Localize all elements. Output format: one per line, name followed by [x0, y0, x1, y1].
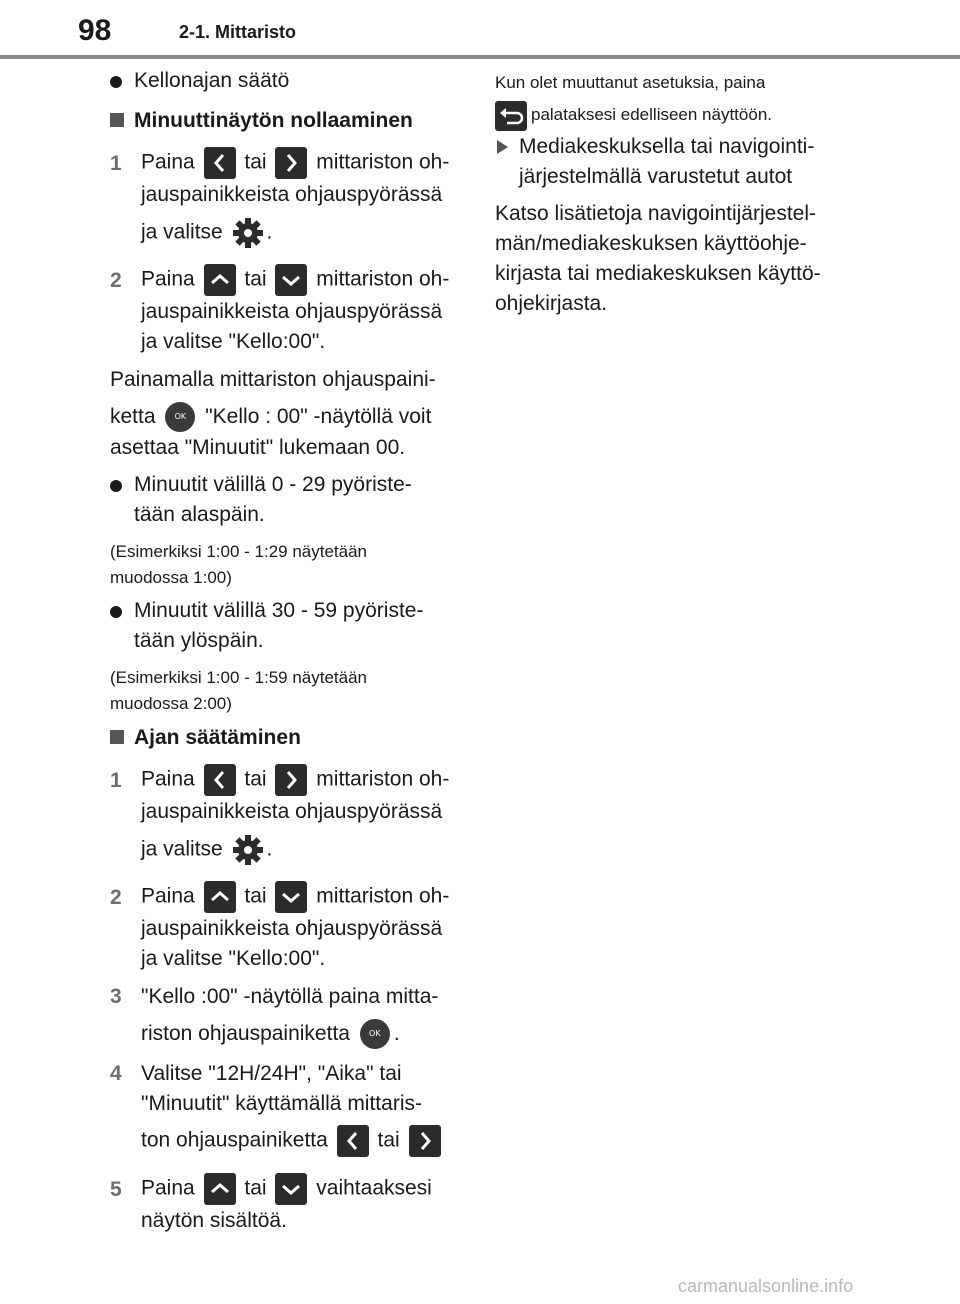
media-paragraph-line: Katso lisätietoja navigointijärjestel- [495, 202, 816, 225]
step-text: tai [244, 884, 267, 908]
step-text: tai [377, 1128, 400, 1152]
step-text: Paina [141, 767, 195, 791]
step-number: 1 [110, 769, 122, 792]
step-text: mittariston oh- [316, 884, 450, 908]
ok-button-icon: OK [165, 402, 195, 432]
step-3-line-2 [141, 1019, 400, 1049]
step-number: 3 [110, 985, 122, 1008]
bullet-line: tään ylöspäin. [134, 629, 264, 652]
section-triangle [497, 140, 508, 154]
watermark: carmanualsonline.info [678, 1276, 854, 1296]
step-2b-line-3: ja valitse "Kello:00". [141, 947, 326, 970]
step-text: . [266, 220, 273, 244]
media-paragraph-line: ohjekirjasta. [495, 292, 608, 315]
step-1b-line-1 [141, 764, 449, 796]
media-paragraph-line: kirjasta tai mediakeskuksen käyttö- [495, 262, 821, 285]
step-text: tai [244, 1176, 267, 1200]
step-number: 5 [110, 1178, 122, 1201]
note-line: muodossa 1:00) [110, 568, 232, 587]
note-line: muodossa 2:00) [110, 694, 232, 713]
chevron-up-icon [204, 1173, 236, 1205]
step-4-line-2: "Minuutit" käyttämällä mittaris- [141, 1092, 422, 1115]
info-text: palataksesi edelliseen näyttöön. [531, 105, 772, 124]
step-2-line-3: ja valitse "Kello:00". [141, 330, 326, 353]
step-text: Paina [141, 1176, 195, 1200]
step-5-line-2: näytön sisältöä. [141, 1209, 287, 1232]
bullet-clock-adjust: Kellonajan säätö [134, 69, 290, 92]
step-2b-line-2: jauspainikkeista ohjauspyörässä [141, 917, 443, 940]
bullet-dot [110, 480, 122, 492]
media-heading-line: Mediakeskuksella tai navigointi- [519, 135, 815, 158]
step-2-line-1 [141, 264, 449, 296]
chevron-down-icon [275, 881, 307, 913]
step-4-line-1: Valitse "12H/24H", "Aika" tai [141, 1062, 402, 1085]
paragraph-line: asettaa "Minuutit" lukemaan 00. [110, 436, 406, 459]
chevron-left-icon [204, 147, 236, 179]
step-text: ton ohjauspainiketta [141, 1128, 328, 1152]
step-text: Paina [141, 267, 195, 291]
step-text: vaihtaaksesi [316, 1176, 432, 1200]
step-5-line-1 [141, 1173, 432, 1205]
bullet-line: Minuutit välillä 0 - 29 pyöriste- [134, 473, 412, 496]
heading-square [110, 113, 124, 127]
chevron-right-icon [275, 764, 307, 796]
back-icon [495, 101, 527, 131]
header-rule [0, 55, 960, 59]
step-number: 1 [110, 152, 122, 175]
bullet-dot [110, 76, 122, 88]
step-text: Paina [141, 884, 195, 908]
note-line: (Esimerkiksi 1:00 - 1:59 näytetään [110, 668, 368, 687]
step-text: riston ohjauspainiketta [141, 1022, 350, 1045]
step-1-line-3 [141, 216, 272, 250]
paragraph-line: Painamalla mittariston ohjauspaini- [110, 368, 436, 391]
step-text: ja valitse [141, 220, 223, 244]
step-text: ja valitse [141, 837, 223, 861]
page-number: 98 [78, 14, 112, 47]
step-text: tai [244, 150, 267, 174]
heading-square [110, 730, 124, 744]
chevron-down-icon [275, 264, 307, 296]
step-number: 2 [110, 269, 122, 292]
step-number: 4 [110, 1062, 122, 1085]
step-text: . [393, 1022, 400, 1045]
step-text: mittariston oh- [316, 767, 450, 791]
heading-time-adjust: Ajan säätäminen [134, 726, 301, 749]
chevron-right-icon [409, 1125, 441, 1157]
media-heading-line: järjestelmällä varustetut autot [519, 165, 793, 188]
info-line [495, 100, 772, 131]
step-4-line-3 [141, 1125, 444, 1157]
ok-button-icon: OK [360, 1019, 390, 1049]
section-title: 2-1. Mittaristo [179, 22, 297, 42]
page-header [0, 0, 960, 60]
paragraph-text: ketta [110, 405, 156, 428]
bullet-dot [110, 606, 122, 618]
step-1-line-2: jauspainikkeista ohjauspyörässä [141, 183, 443, 206]
step-text: Paina [141, 150, 195, 174]
step-1b-line-3 [141, 833, 272, 867]
gear-icon [231, 216, 265, 250]
paragraph-line [110, 402, 431, 432]
info-line: Kun olet muuttanut asetuksia, paina [495, 73, 766, 92]
paragraph-text: "Kello : 00" -näytöllä voit [205, 405, 432, 428]
chevron-up-icon [204, 881, 236, 913]
chevron-down-icon [275, 1173, 307, 1205]
note-line: (Esimerkiksi 1:00 - 1:29 näytetään [110, 542, 368, 561]
bullet-line: Minuutit välillä 30 - 59 pyöriste- [134, 599, 424, 622]
step-text: mittariston oh- [316, 150, 450, 174]
step-text: tai [244, 267, 267, 291]
step-number: 2 [110, 886, 122, 909]
heading-minute-reset: Minuuttinäytön nollaaminen [134, 109, 413, 132]
bullet-line: tään alaspäin. [134, 503, 265, 526]
step-2-line-2: jauspainikkeista ohjauspyörässä [141, 300, 443, 323]
step-text: tai [244, 767, 267, 791]
media-paragraph-line: män/mediakeskuksen käyttöohje- [495, 232, 807, 255]
chevron-up-icon [204, 264, 236, 296]
step-text: mittariston oh- [316, 267, 450, 291]
step-1-line-1 [141, 147, 449, 179]
gear-icon [231, 833, 265, 867]
step-1b-line-2: jauspainikkeista ohjauspyörässä [141, 800, 443, 823]
step-2b-line-1 [141, 881, 449, 913]
chevron-left-icon [337, 1125, 369, 1157]
step-text: . [266, 837, 273, 861]
chevron-right-icon [275, 147, 307, 179]
chevron-left-icon [204, 764, 236, 796]
step-3-line-1: "Kello :00" -näytöllä paina mitta- [141, 985, 439, 1008]
